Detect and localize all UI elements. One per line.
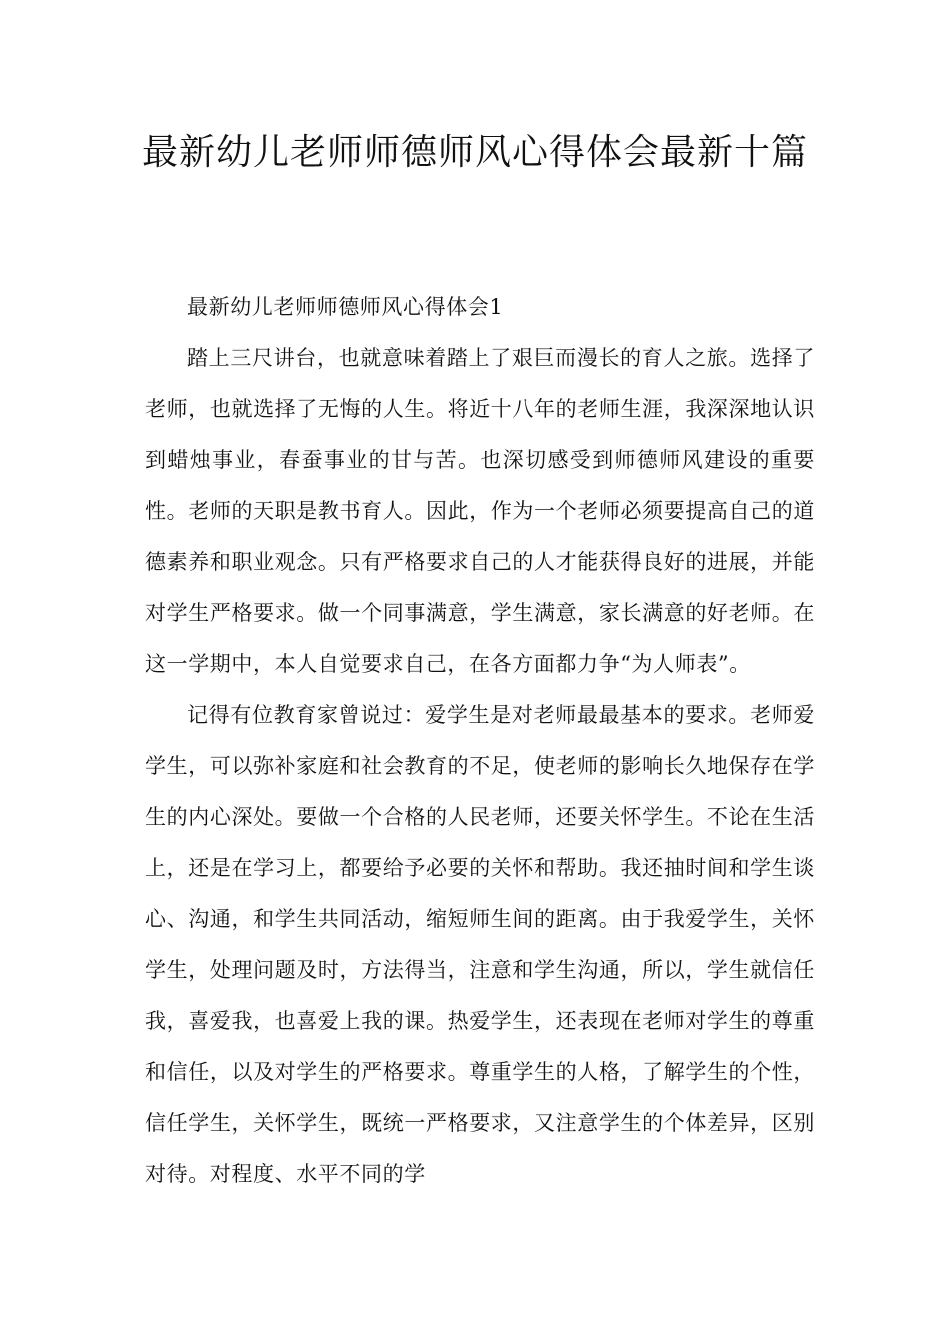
section-heading: 最新幼儿老师师德师风心得体会1 <box>187 295 504 319</box>
document-title: 最新幼儿老师师德师风心得体会最新十篇 <box>141 132 808 173</box>
body-paragraph-1: 踏上三尺讲台，也就意味着踏上了艰巨而漫长的育人之旅。选择了老师，也就选择了无悔的人生。将近十八年的老师生涯，我深深地认识到蜡烛事业，春蚕事业的甘与苦。也深切感受到师德师风建设的重要性。老师的天职是教书育人。因此，作为一个老师必须要提高自己的道德素养和职业观念。只有严格要求自己的人才能获得良好的进展，并能对学生严格要求。做一个同事满意，学生满意，家长满意的好老师。在这一学期中，本人自觉要求自己，在各方面都力争“为人师表”。 <box>145 346 815 676</box>
document-body <box>145 282 815 1200</box>
body-paragraph-2: 记得有位教育家曾说过：爱学生是对老师最最基本的要求。老师爱学生，可以弥补家庭和社会教育的不足，使老师的影响长久地保存在学生的内心深处。要做一个合格的人民老师，还要关怀学生。不论在生活上，还是在学习上，都要给予必要的关怀和帮助。我还抽时间和学生谈心、沟通，和学生共同活动，缩短师生间的距离。由于我爱学生，关怀学生，处理问题及时，方法得当，注意和学生沟通，所以，学生就信任我，喜爱我，也喜爱上我的课。热爱学生，还表现在老师对学生的尊重和信任，以及对学生的严格要求。尊重学生的人格，了解学生的个性，信任学生，关怀学生，既统一严格要求，又注意学生的个体差异，区别对待。对程度、水平不同的学 <box>145 703 815 1186</box>
